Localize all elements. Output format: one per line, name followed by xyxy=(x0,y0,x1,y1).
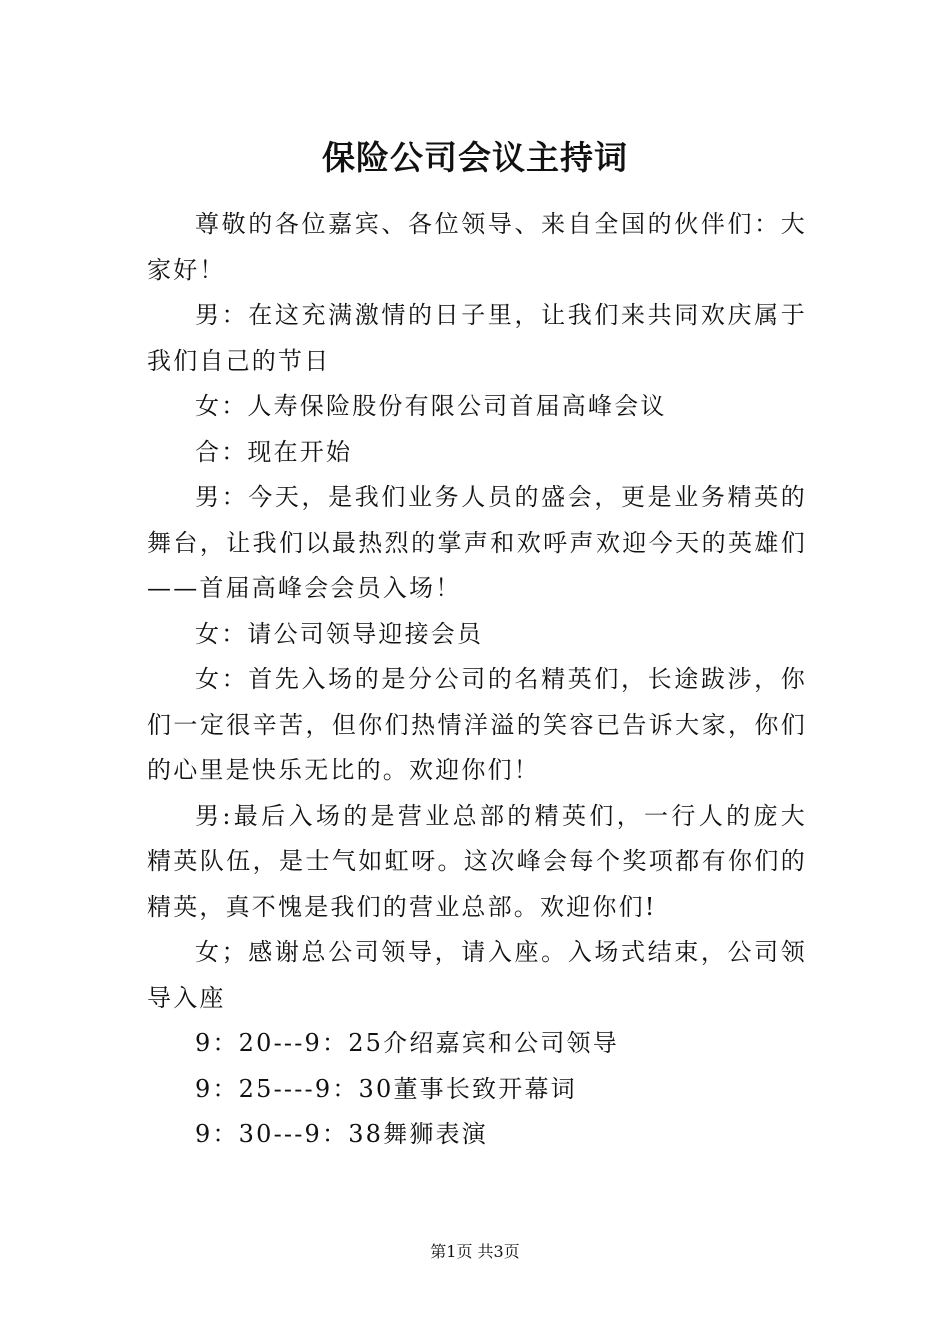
paragraph-female-branch: 女：首先入场的是分公司的名精英们，长途跋涉，你们一定很辛苦，但你们热情洋溢的笑容已告诉大家，你们的心里是快乐无比的。欢迎你们！ xyxy=(147,665,807,784)
document-title: 保险公司会议主持词 xyxy=(322,138,628,177)
paragraph-greeting: 尊敬的各位嘉宾、各位领导、来自全国的伙伴们：大家好！ xyxy=(147,210,807,284)
paragraph-male-opening: 男：在这充满激情的日子里，让我们来共同欢庆属于我们自己的节日 xyxy=(147,301,807,375)
paragraph-together-start: 合：现在开始 xyxy=(195,437,353,466)
paragraph-female-meeting: 女：人寿保险股份有限公司首届高峰会议 xyxy=(195,392,667,420)
paragraph-female-leaders: 女：请公司领导迎接会员 xyxy=(195,619,484,648)
paragraph-male-welcome: 男：今天，是我们业务人员的盛会，更是业务精英的舞台，让我们以最热烈的掌声和欢呼声欢迎今天的英雄们——首届高峰会会员入场！ xyxy=(147,483,807,602)
schedule-item: 9：20---9：25介绍嘉宾和公司领导 xyxy=(195,1029,619,1057)
schedule-item: 9：25----9：30董事长致开幕词 xyxy=(195,1074,577,1103)
paragraph-male-headquarters: 男:最后入场的是营业总部的精英们，一行人的庞大精英队伍，是士气如虹呀。这次峰会每个奖项都有你们的精英，真不愧是我们的营业总部。欢迎你们! xyxy=(147,801,807,921)
document-body xyxy=(147,202,807,1158)
schedule-item: 9：30---9：38舞狮表演 xyxy=(195,1120,488,1148)
page-number: 第1页 共3页 xyxy=(430,1242,520,1261)
paragraph-female-seating: 女；感谢总公司领导，请入座。入场式结束，公司领导入座 xyxy=(147,938,807,1012)
